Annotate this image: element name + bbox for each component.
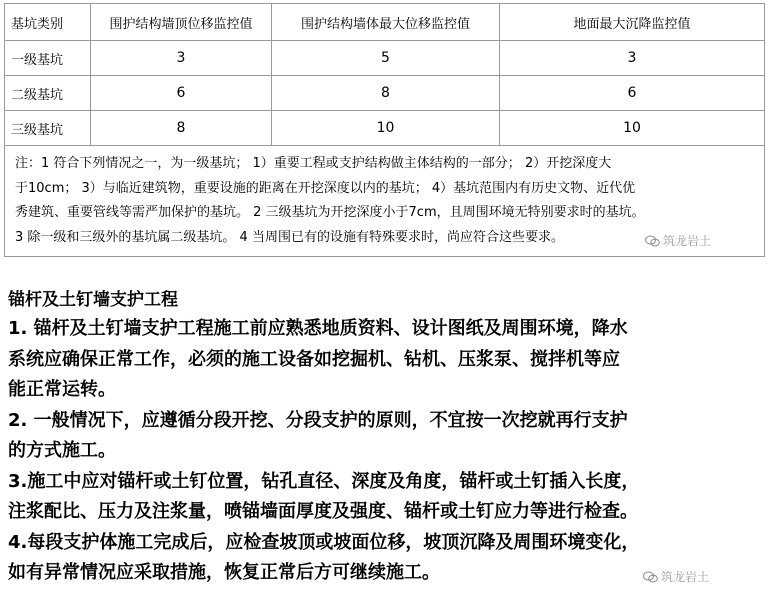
watermark-text: 筑龙岩土: [661, 570, 710, 584]
note-line: 于10cm； 3）与临近建筑物，重要设施的距离在开挖深度以内的基坑； 4）基坑范围内有历史文物、近代优: [15, 180, 636, 196]
row-label: 三级基坑: [5, 111, 91, 146]
table-cell: 6: [500, 76, 765, 111]
section-line: 3.施工中应对锚杆或土钉位置，钻孔直径、深度及角度，锚杆或土钉插入长度，: [8, 470, 640, 492]
section-line: 系统应确保正常工作，必须的施工设备如挖掘机、钻机、压浆泵、搅拌机等应: [8, 348, 620, 370]
table-cell: 8: [91, 111, 272, 146]
watermark-bottom: [643, 568, 709, 585]
section-line: 如有异常情况应采取措施，恢复正常后方可继续施工。: [8, 562, 440, 583]
note-line: 注：1 符合下列情况之一，为一级基坑； 1）重要工程或支护结构做主体结构的一部分； 2）开挖深度大: [15, 156, 612, 171]
table-row: [5, 76, 765, 111]
section-line: 注浆配比、压力及注浆量，喷锚墙面厚度及强度、锚杆或土钉应力等进行检查。: [8, 501, 638, 522]
table-row: [5, 111, 765, 146]
table-header-row: [5, 4, 765, 41]
monitoring-table: [4, 3, 765, 257]
note-line: 秀建筑、重要管线等需严加保护的基坑。 2 三级基坑为开挖深度小于7cm，且周围环境无特别要求时的基坑。: [15, 205, 645, 220]
row-label: 一级基坑: [5, 41, 91, 76]
watermark-text: 筑龙岩土: [663, 234, 712, 248]
table-cell: 5: [272, 41, 500, 76]
wechat-icon: [645, 235, 660, 247]
header-pit-category: 基坑类别: [5, 4, 91, 41]
note-line: 3 除一级和三级外的基坑属二级基坑。 4 当周围已有的设施有特殊要求时，尚应符合这些要求。: [15, 229, 564, 245]
wechat-icon: [643, 571, 658, 583]
table-row: [5, 41, 765, 76]
section-line: 1. 锚杆及土钉墙支护工程施工前应熟悉地质资料、设计图纸及周围环境，降水: [8, 318, 628, 339]
row-label: 二级基坑: [5, 76, 91, 111]
header-wall-max-displacement: 围护结构墙体最大位移监控值: [272, 4, 500, 41]
section-line: 4.每段支护体施工完成后，应检查坡顶或坡面位移，坡顶沉降及周围环境变化，: [8, 531, 640, 553]
section-line: 的方式施工。: [8, 440, 116, 461]
anchor-soil-nail-section: [8, 286, 760, 589]
watermark-top: [645, 232, 711, 249]
table-cell: 3: [91, 41, 272, 76]
header-ground-settlement: 地面最大沉降监控值: [500, 4, 765, 41]
table-cell: 10: [272, 111, 500, 146]
table-cell: 10: [500, 111, 765, 146]
section-line: 2. 一般情况下，应遵循分段开挖、分段支护的原则，不宜按一次挖就再行支护: [8, 409, 628, 431]
table-cell: 6: [91, 76, 272, 111]
header-wall-top-displacement: 围护结构墙顶位移监控值: [91, 4, 272, 41]
table-cell: 3: [500, 41, 765, 76]
table-cell: 8: [272, 76, 500, 111]
section-line: 能正常运转。: [8, 379, 116, 400]
section-title: 锚杆及土钉墙支护工程: [8, 290, 178, 310]
